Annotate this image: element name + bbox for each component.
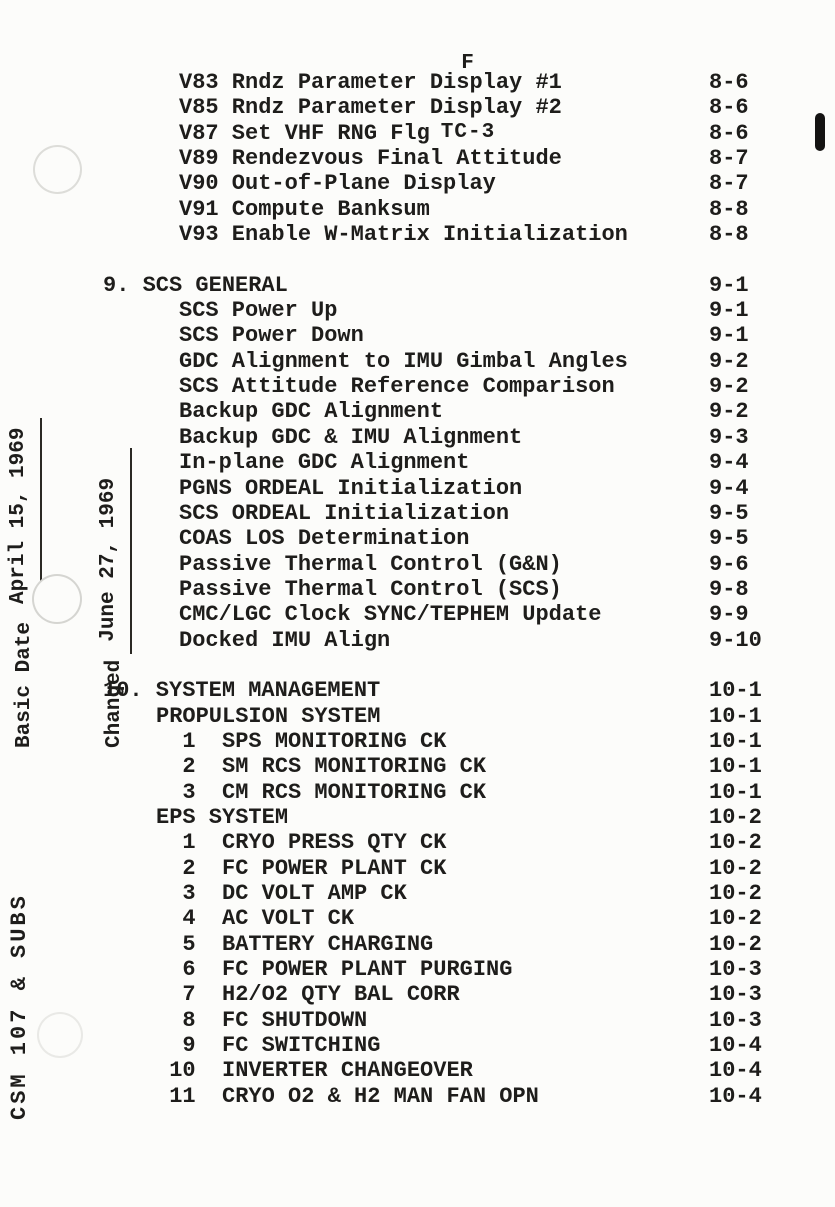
toc-entry-label: 3 DC VOLT AMP CK <box>156 881 407 906</box>
toc-entry <box>103 957 817 982</box>
toc-entry-page-number: 10-3 <box>709 957 762 983</box>
toc-entry-page-number: 9-4 <box>709 475 749 501</box>
toc-entry <box>103 121 817 146</box>
toc-entry-label: 5 BATTERY CHARGING <box>156 931 434 957</box>
toc-entry-label: Backup GDC Alignment <box>179 399 444 425</box>
punch-hole-top <box>33 145 82 194</box>
toc-entry-label: PGNS ORDEAL Initialization <box>179 475 523 501</box>
toc-entry-label: 3 CM RCS MONITORING CK <box>156 779 487 805</box>
toc-entry <box>103 374 817 399</box>
punch-hole-bottom <box>37 1012 83 1058</box>
toc-entry-label: 1 SPS MONITORING CK <box>156 728 447 754</box>
toc-entry <box>103 780 817 805</box>
toc-entry-page-number: 8-6 <box>709 95 749 121</box>
toc-entry <box>103 349 817 374</box>
toc-entry <box>103 399 817 424</box>
toc-entry-label: SCS Power Up <box>179 298 338 324</box>
toc-entry-label: V91 Compute Banksum <box>179 196 430 222</box>
toc-entry-page-number: 10-2 <box>709 906 762 932</box>
toc-entry-label: V93 Enable W-Matrix Initialization <box>179 222 628 248</box>
toc-entry-label: Backup GDC & IMU Alignment <box>179 424 523 450</box>
toc-entry-page-number: 10-4 <box>709 1058 762 1084</box>
toc-entry-page-number: 8-8 <box>709 196 749 222</box>
toc-entry-label: V90 Out-of-Plane Display <box>179 171 496 197</box>
toc-entry <box>103 729 817 754</box>
toc-entry-page-number: 9-10 <box>709 627 762 653</box>
toc-entry-page-number: 10-1 <box>709 754 762 780</box>
toc-entry <box>103 450 817 475</box>
toc-entry-page-number: 10-2 <box>709 804 762 830</box>
toc-entry <box>103 1084 817 1109</box>
toc-entry <box>103 1008 817 1033</box>
toc-entry-page-number: 10-1 <box>709 779 762 805</box>
toc-entry-label: 2 SM RCS MONITORING CK <box>156 754 487 780</box>
toc-entry <box>103 526 817 551</box>
csm-designation-label: CSM 107 & SUBS <box>7 893 32 1120</box>
toc-entry-label: Docked IMU Align <box>179 627 391 653</box>
toc-entry-label: SCS Power Down <box>179 323 364 349</box>
csm-designation-stamp <box>4 880 38 1120</box>
toc-entry-page-number: 9-5 <box>709 526 749 552</box>
toc-entry <box>103 197 817 222</box>
toc-entry <box>103 830 817 855</box>
toc-entry-label: 7 H2/O2 QTY BAL CORR <box>156 982 460 1008</box>
toc-entry-page-number: 10-2 <box>709 881 762 906</box>
toc-entry-label: 10 INVERTER CHANGEOVER <box>156 1058 473 1084</box>
toc-entry-page-number: 9-8 <box>709 576 749 602</box>
toc-entry <box>103 95 817 120</box>
toc-entry-label: PROPULSION SYSTEM <box>156 703 381 729</box>
basic-date-label: Basic Date <box>13 621 36 748</box>
toc-entry-page-number: 10-1 <box>709 703 762 729</box>
toc-entry-label: V85 Rndz Parameter Display #2 <box>179 95 562 121</box>
toc-entry <box>103 602 817 627</box>
toc-entry-page-number: 10-4 <box>709 1033 762 1059</box>
toc-entry-label: 6 FC POWER PLANT PURGING <box>156 957 513 983</box>
toc-entry-page-number: 8-8 <box>709 222 749 248</box>
toc-entry-page-number: 9-1 <box>709 272 749 298</box>
toc-entry-page-number: 8-6 <box>709 70 749 95</box>
punch-hole-middle <box>32 574 82 624</box>
toc-entry-label: 11 CRYO O2 & H2 MAN FAN OPN <box>156 1083 539 1109</box>
toc-entry-page-number: 10-3 <box>709 982 762 1008</box>
toc-section-gap <box>103 247 817 272</box>
toc-entry-page-number: 8-6 <box>709 120 749 146</box>
toc-entry <box>103 476 817 501</box>
toc-entry <box>103 982 817 1007</box>
toc-entry-label: 1 CRYO PRESS QTY CK <box>156 830 447 856</box>
toc-entry <box>103 805 817 830</box>
toc-entry <box>103 501 817 526</box>
toc-entry-label: 4 AC VOLT CK <box>156 906 355 932</box>
toc-entry <box>103 552 817 577</box>
toc-entry-label: SCS Attitude Reference Comparison <box>179 374 615 400</box>
toc-entry-page-number: 9-4 <box>709 450 749 476</box>
toc-entry <box>103 754 817 779</box>
changed-underline <box>97 448 132 654</box>
toc-entry-label: 8 FC SHUTDOWN <box>156 1007 368 1033</box>
toc-entry-page-number: 8-7 <box>709 171 749 197</box>
toc-entry <box>103 704 817 729</box>
toc-entry <box>103 425 817 450</box>
toc-section-gap <box>103 653 817 678</box>
toc-entry <box>103 273 817 298</box>
toc-entry <box>103 856 817 881</box>
toc-entry <box>103 323 817 348</box>
toc-entry-page-number: 9-2 <box>709 374 749 400</box>
changed-label: Changed <box>103 659 126 748</box>
toc-entry-page-number: 9-1 <box>709 298 749 324</box>
changed-line <box>97 384 130 748</box>
toc-entry-page-number: 10-3 <box>709 1007 762 1033</box>
toc-entry-page-number: 9-9 <box>709 602 749 628</box>
toc-entry <box>103 678 817 703</box>
toc-entry-page-number: 9-2 <box>709 399 749 425</box>
toc-entry-label: V89 Rendezvous Final Attitude <box>179 146 562 172</box>
toc-entry-page-number: 10-4 <box>709 1083 762 1109</box>
toc-entry-label: COAS LOS Determination <box>179 526 470 552</box>
toc-entry-label: Passive Thermal Control (G&N) <box>179 551 562 577</box>
toc-entry <box>103 577 817 602</box>
toc-entry-page-number: 10-1 <box>709 728 762 754</box>
changed-value: June 27, 1969 <box>97 477 120 642</box>
margin-date-stamp <box>0 384 126 748</box>
toc-entry-page-number: 10-2 <box>709 855 762 881</box>
toc-entry-label: SCS ORDEAL Initialization <box>179 500 510 526</box>
toc-entry-page-number: 9-3 <box>709 424 749 450</box>
toc-entry-label: 10. SYSTEM MANAGEMENT <box>103 678 381 704</box>
toc-entry-page-number: 9-6 <box>709 551 749 577</box>
toc-entry <box>103 146 817 171</box>
toc-entry <box>103 222 817 247</box>
toc-entry-page-number: 10-2 <box>709 830 762 856</box>
toc-entry <box>103 298 817 323</box>
toc-entry <box>103 932 817 957</box>
toc-entry <box>103 70 817 95</box>
header-doc-code: TC-3 <box>440 121 496 144</box>
toc-entry-page-number: 8-7 <box>709 146 749 172</box>
toc-entry-page-number: 9-5 <box>709 500 749 526</box>
toc-entry-page-number: 9-2 <box>709 348 749 374</box>
toc-entry-label: CMC/LGC Clock SYNC/TEPHEM Update <box>179 602 602 628</box>
header-letter: F <box>461 52 475 75</box>
toc-entry-label: V87 Set VHF RNG Flg <box>179 120 430 146</box>
toc-entry <box>103 171 817 196</box>
toc-entry <box>103 628 817 653</box>
basic-date-value: April 15, 1969 <box>7 427 30 604</box>
toc-entry-label: 9 FC SWITCHING <box>156 1033 381 1059</box>
toc-entry-label: V83 Rndz Parameter Display #1 <box>179 70 562 95</box>
toc-entry-page-number: 10-2 <box>709 931 762 957</box>
toc-entry-label: In-plane GDC Alignment <box>179 450 470 476</box>
basic-date-line <box>7 384 40 748</box>
toc-entry-label: EPS SYSTEM <box>156 804 289 830</box>
toc-entry <box>103 906 817 931</box>
toc-entry-label: 2 FC POWER PLANT CK <box>156 855 447 881</box>
toc-rows <box>103 70 817 1109</box>
toc-entry <box>103 1058 817 1083</box>
toc-entry <box>103 881 817 906</box>
toc-entry-page-number: 9-1 <box>709 323 749 349</box>
toc-entry-page-number: 10-1 <box>709 678 762 704</box>
toc-entry-label: GDC Alignment to IMU Gimbal Angles <box>179 348 628 374</box>
toc-entry-label: Passive Thermal Control (SCS) <box>179 576 562 602</box>
toc-entry <box>103 1033 817 1058</box>
toc-entry-label: 9. SCS GENERAL <box>103 272 288 298</box>
